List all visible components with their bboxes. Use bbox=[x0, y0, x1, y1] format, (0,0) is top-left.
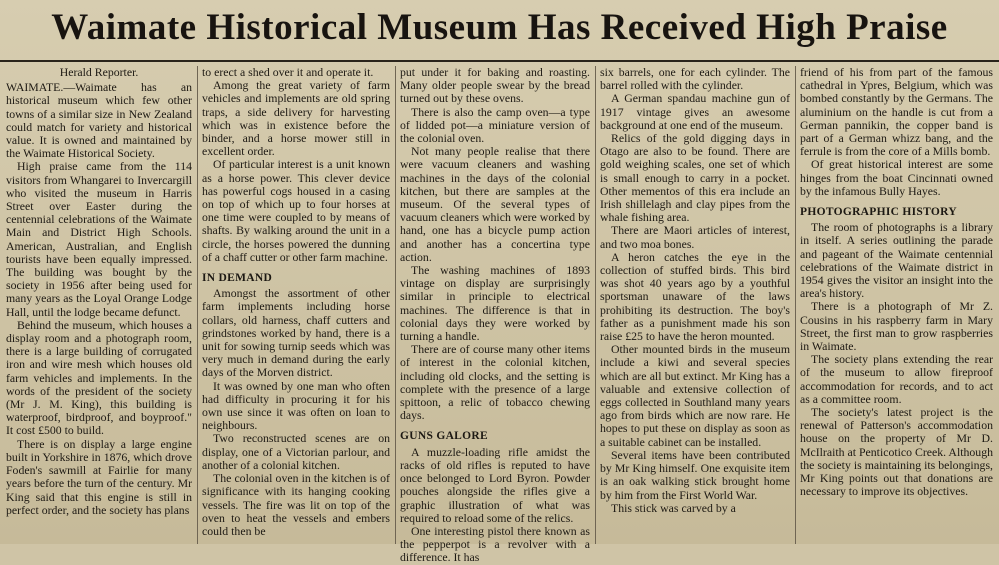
column-4 bbox=[600, 66, 790, 544]
subheading-guns-galore: GUNS GALORE bbox=[400, 430, 488, 443]
paragraph: put under it for baking and roasting. Many older people swear by the bread turned out by these ovens. bbox=[400, 65, 590, 106]
paragraph: to erect a shed over it and operate it. bbox=[202, 65, 374, 79]
subheading-photographic-history: PHOTOGRAPHIC HISTORY bbox=[800, 206, 957, 219]
paragraph: There is also the camp oven—a type of lidded pot—a miniature version of the colonial oven. bbox=[400, 104, 590, 146]
paragraph: Other mounted birds in the museum include a kiwi and several species which are all but extinct. Mr King has a valuable and extensive collection of eggs collected in Southland many years ago from birds which are now rare. He hopes to put these on display as soon as a suitable cabinet can be installed. bbox=[600, 342, 790, 449]
headline-rule bbox=[0, 60, 999, 62]
paragraph: friend of his from part of the famous cathedral in Ypres, Belgium, which was bombed constantly by the Germans. The aluminium on the handle is cut from a German pannikin, the copper band is part of a German whizz bang, and the ferrule is from the core of a Mills bomb. bbox=[800, 65, 993, 159]
paragraph: A muzzle-loading rifle amidst the racks of old rifles is reputed to have once belonged to Lord Byron. Powder pouches alongside the rifles give a graphic illustration of what was required to reload some of the relics. bbox=[400, 444, 590, 525]
paragraph: Behind the museum, which houses a display room and a photograph room, there is a large building of corrugated iron and wire mesh which houses old farm vehicles and implements. In the words of the president of the society (Mr J. M. King), this building is waterproof, birdproof, and boyproof." It cost £500 to build. bbox=[6, 317, 192, 438]
paragraph: Two reconstructed scenes are on display, one of a Victorian parlour, and another of a colonial kitchen. bbox=[202, 431, 390, 472]
paragraph: The society's latest project is the renewal of Patterson's accommodation house on the property of Mr D. McIlraith at Penticotico Creek. Although the society is maintaining its belongings, Mr King points out that donations are necessary to improve its objectives. bbox=[800, 405, 993, 499]
column-2 bbox=[202, 66, 390, 544]
subheading-in-demand: IN DEMAND bbox=[202, 272, 273, 285]
paragraph: The society plans extending the rear of the museum to allow fireproof accommodation for records, and to act as a committee room. bbox=[800, 352, 993, 406]
paragraph: Of particular interest is a unit known as a horse power. This clever device has powerful cogs housed in a casing on top of which up to four horses at one time were coupled to by means of shafts. By walking around the unit in a circle, the horses powered the dunning of a chaff cutter or other farm machine. bbox=[202, 157, 390, 264]
column-divider bbox=[595, 66, 596, 544]
paragraph: High praise came from the 114 visitors from Whangarei to Invercargill who visited the museum in Harris Street over Easter during the centennial celebrations of the Waimate Main and District High Schools. American, Australian, and English tourists have been equally impressed. The building was bought by the society in 1956 after being used for many years as the Loyal Orange Lodge Hall, until the lodge became defunct. bbox=[6, 159, 192, 319]
paragraph: Amongst the assortment of other farm implements including horse collars, old harness, chaff cutters and grindstones worked by hand, there is a unit for sowing turnip seeds which was very much in demand during the early days of the Morven district. bbox=[202, 286, 390, 380]
paragraph: There is a photograph of Mr Z. Cousins in his raspberry farm in Mary Street, the first man to grow raspberries in Waimate. bbox=[800, 299, 993, 354]
paragraph: The washing machines of 1893 vintage on display are surprisingly similar in principle to electrical machines. The difference is that in colonial days they were worked by turning a handle. bbox=[400, 263, 590, 344]
column-divider bbox=[197, 66, 198, 544]
paragraph: A German spandau machine gun of 1917 vintage gives an awesome background at one end of the museum. bbox=[600, 91, 790, 132]
paragraph: It was owned by one man who often had difficulty in procuring it for his own use since it was often on loan to neighbours. bbox=[202, 378, 390, 433]
byline: Herald Reporter. bbox=[59, 65, 139, 79]
column-divider bbox=[395, 66, 396, 544]
paragraph: Relics of the gold digging days in Otago are also to be found. There are gold weighing scales, one set of which is small enough to carry in a pocket. Other mementos of this era include an Irish shillelagh and clay pipes from the whale fishing area. bbox=[600, 131, 790, 225]
paragraph: six barrels, one for each cylinder. The barrel rolled with the cylinder. bbox=[600, 65, 790, 93]
paragraph: There are of course many other items of interest in the colonial kitchen, including old clocks, and the setting is complete with the presence of a large spittoon, a relic of tobacco chewing days. bbox=[400, 342, 590, 423]
paragraph: Not many people realise that there were vacuum cleaners and washing machines in the days of the colonial kitchen, but there are samples at the museum. Of the several types of vacuum cleaners which were worked by hand, one has a bicycle pump action and another has a concertina type action. bbox=[400, 144, 590, 264]
paragraph: The colonial oven in the kitchen is of significance with its hanging cooking vessels. The fire was lit on top of the oven to heat the vessels and embers could then be bbox=[202, 471, 390, 538]
paragraph: Of great historical interest are some hinges from the boat Cincinnati owned by the infamous Bully Hayes. bbox=[800, 157, 993, 198]
headline: Waimate Historical Museum Has Received High Praise bbox=[51, 7, 948, 48]
column-3 bbox=[400, 65, 590, 565]
paragraph: One interesting pistol there known as the pepperpot is a revolver with a difference. It has bbox=[400, 523, 590, 565]
paragraph: Among the great variety of farm vehicles and implements are old spring traps, a side delivery for harvesting which was in existence before the binder, and a horse mower still in excellent order. bbox=[202, 78, 390, 159]
paragraph: There is on display a large engine built in Yorkshire in 1876, which drove Foden's sawmill at Fairlie for many years before the turn of the century. Mr King said that this engine is still in perfect order, and the society has plans bbox=[6, 436, 192, 517]
paragraph: This stick was carved by a bbox=[611, 500, 736, 515]
paragraph: The room of photographs is a library in itself. A series outlining the parade and pageant of the Waimate centennial celebrations of the Waimate district in 1954 gives the visitor an insight into the area's history. bbox=[800, 220, 993, 301]
paragraph: A heron catches the eye in the collection of stuffed birds. This bird was shot 40 years ago by a youthful sportsman unaware of the laws prohibiting its destruction. The boy's father as a punishment made his son raise £25 to have the heron mounted. bbox=[600, 249, 790, 344]
paragraph: WAIMATE.—Waimate has an historical museum which few other towns of a similar size in New Zealand could match for variety and historical value. It is owned and maintained by the Waimate Historical Society. bbox=[6, 80, 192, 161]
column-5 bbox=[800, 66, 993, 544]
column-divider bbox=[795, 66, 796, 544]
paragraph: There are Maori articles of interest, and two moa bones. bbox=[600, 223, 790, 251]
column-1 bbox=[6, 66, 192, 544]
paragraph: Several items have been contributed by Mr King himself. One exquisite item is an oak walking stick brought home by him from the First World War. bbox=[600, 447, 790, 502]
